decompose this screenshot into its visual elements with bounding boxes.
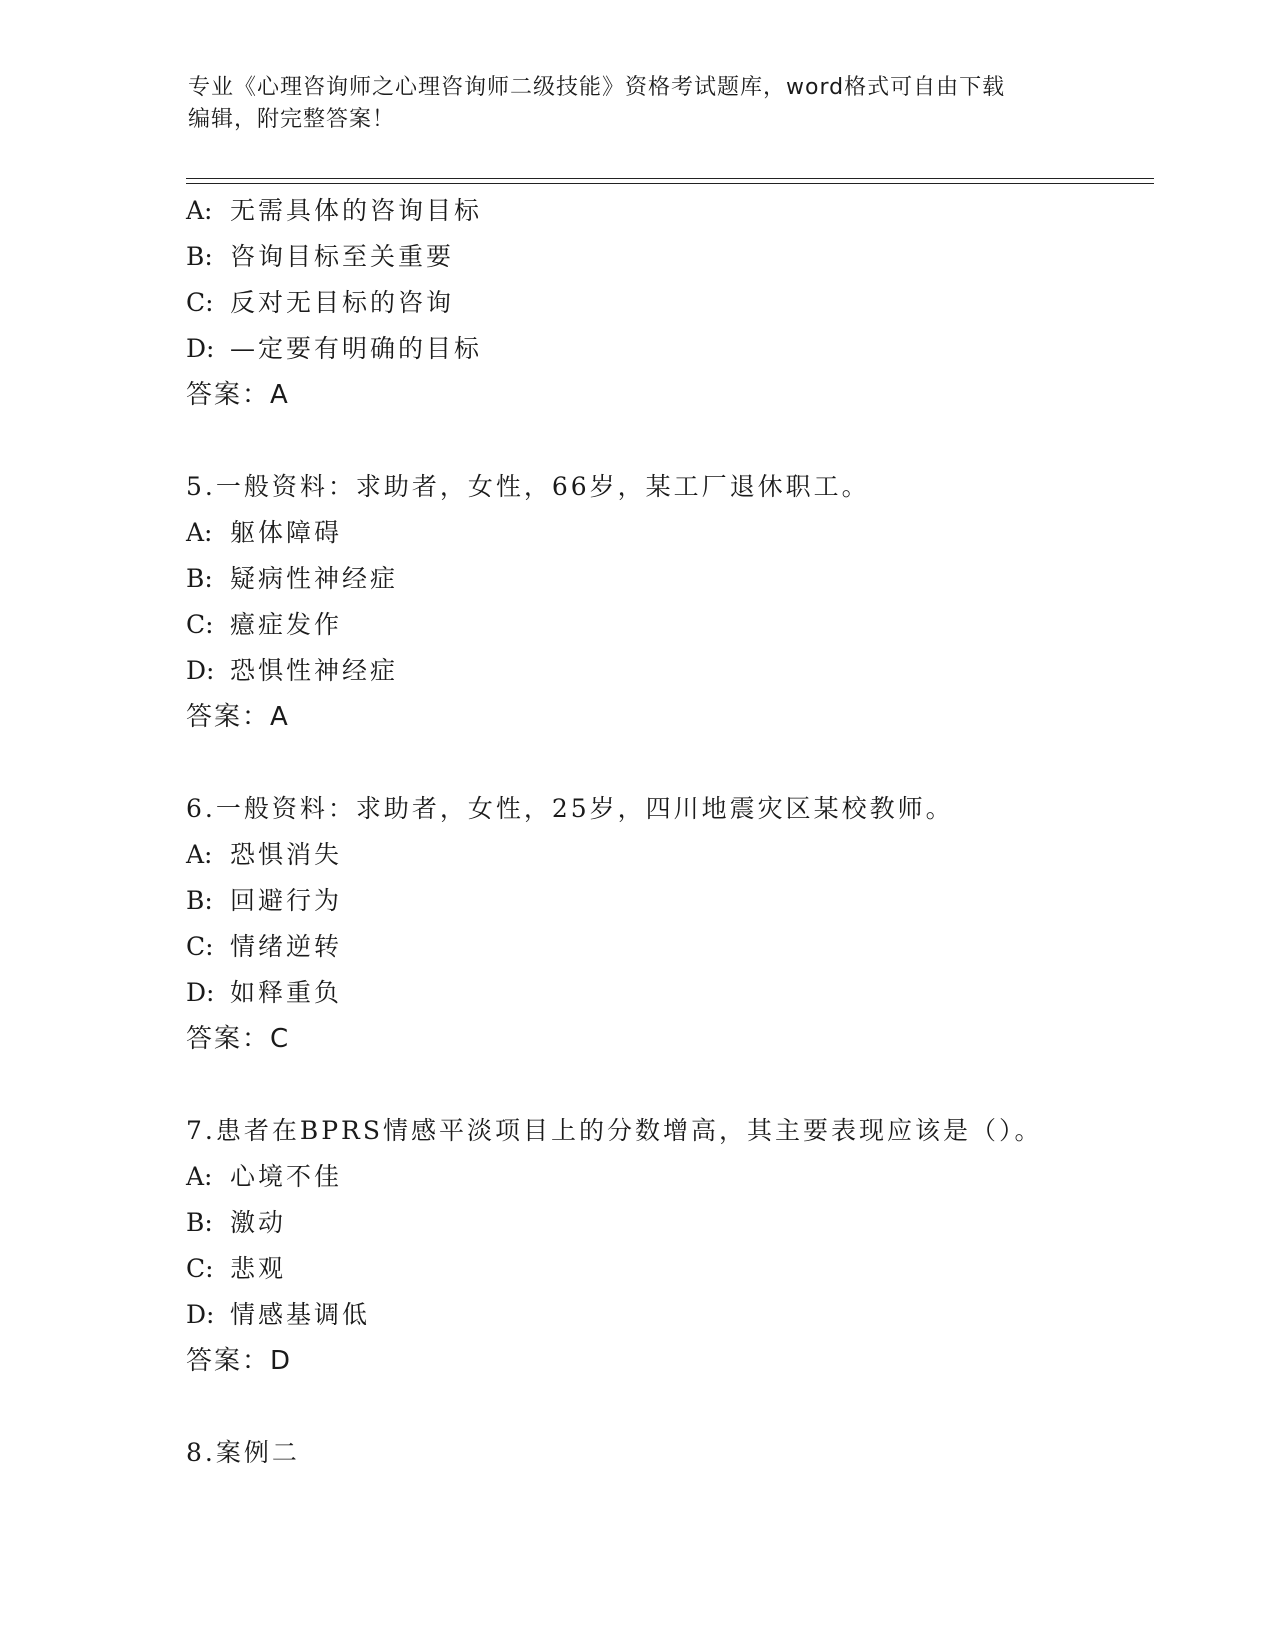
option-text: 激动 [230, 1208, 287, 1237]
option-text: 反对无目标的咨询 [230, 288, 455, 317]
question-list [186, 188, 1154, 1476]
option-text: 情感基调低 [230, 1300, 371, 1329]
option-letter: A: [186, 1162, 213, 1191]
option-text: 恐惧性神经症 [230, 656, 399, 685]
option-text: 回避行为 [230, 886, 343, 915]
document-header [188, 72, 1088, 136]
option-a [186, 1154, 1154, 1200]
question-8 [186, 1430, 1154, 1476]
option-letter: C: [186, 1254, 214, 1283]
spacer [186, 1062, 1154, 1108]
option-text: 癔症发作 [230, 610, 343, 639]
option-letter: B: [186, 564, 213, 593]
option-letter: D: [186, 334, 215, 363]
option-letter: B: [186, 886, 213, 915]
option-d [186, 326, 1154, 372]
option-letter: D: [186, 978, 215, 1007]
option-text: 悲观 [230, 1254, 287, 1283]
header-line-1: 专业《心理咨询师之心理咨询师二级技能》资格考试题库，word格式可自由下载 [188, 75, 1006, 100]
option-letter: B: [186, 1208, 213, 1237]
option-c [186, 280, 1154, 326]
question-6 [186, 786, 1154, 1062]
option-b [186, 556, 1154, 602]
question-stem: 6.一般资料：求助者，女性，25岁，四川地震灾区某校教师。 [186, 794, 954, 823]
option-text: 心境不佳 [230, 1162, 343, 1191]
question-4 [186, 188, 1154, 418]
option-text: 疑病性神经症 [230, 564, 399, 593]
option-b [186, 878, 1154, 924]
option-a [186, 510, 1154, 556]
option-letter: D: [186, 656, 215, 685]
option-letter: B: [186, 242, 213, 271]
option-c [186, 924, 1154, 970]
option-letter: D: [186, 1300, 215, 1329]
option-text: 躯体障碍 [230, 518, 343, 547]
option-text: 如释重负 [230, 978, 343, 1007]
option-text: 恐惧消失 [230, 840, 343, 869]
option-d [186, 970, 1154, 1016]
option-b [186, 234, 1154, 280]
question-stem: 7.患者在BPRS情感平淡项目上的分数增高，其主要表现应该是（）。 [186, 1116, 1043, 1145]
answer-line: 答案：A [186, 380, 290, 410]
header-line-2: 编辑，附完整答案！ [188, 107, 396, 132]
option-letter: C: [186, 288, 214, 317]
option-text: 无需具体的咨询目标 [230, 196, 483, 225]
option-text: 咨询目标至关重要 [230, 242, 455, 271]
question-5 [186, 464, 1154, 740]
option-letter: A: [186, 196, 213, 225]
question-stem: 8.案例二 [186, 1438, 300, 1467]
option-letter: A: [186, 518, 213, 547]
option-text: 情绪逆转 [230, 932, 343, 961]
question-7 [186, 1108, 1154, 1384]
spacer [186, 740, 1154, 786]
question-stem: 5.一般资料：求助者，女性，66岁，某工厂退休职工。 [186, 472, 870, 501]
option-letter: C: [186, 610, 214, 639]
option-c [186, 1246, 1154, 1292]
option-c [186, 602, 1154, 648]
answer-line: 答案：D [186, 1346, 293, 1376]
answer-line: 答案：A [186, 702, 290, 732]
option-letter: A: [186, 840, 213, 869]
spacer [186, 1384, 1154, 1430]
option-text: —定要有明确的目标 [230, 334, 483, 363]
option-a [186, 832, 1154, 878]
option-a [186, 188, 1154, 234]
answer-line: 答案：C [186, 1024, 291, 1054]
option-b [186, 1200, 1154, 1246]
option-d [186, 648, 1154, 694]
spacer [186, 418, 1154, 464]
option-letter: C: [186, 932, 214, 961]
option-d [186, 1292, 1154, 1338]
header-divider [186, 178, 1154, 184]
